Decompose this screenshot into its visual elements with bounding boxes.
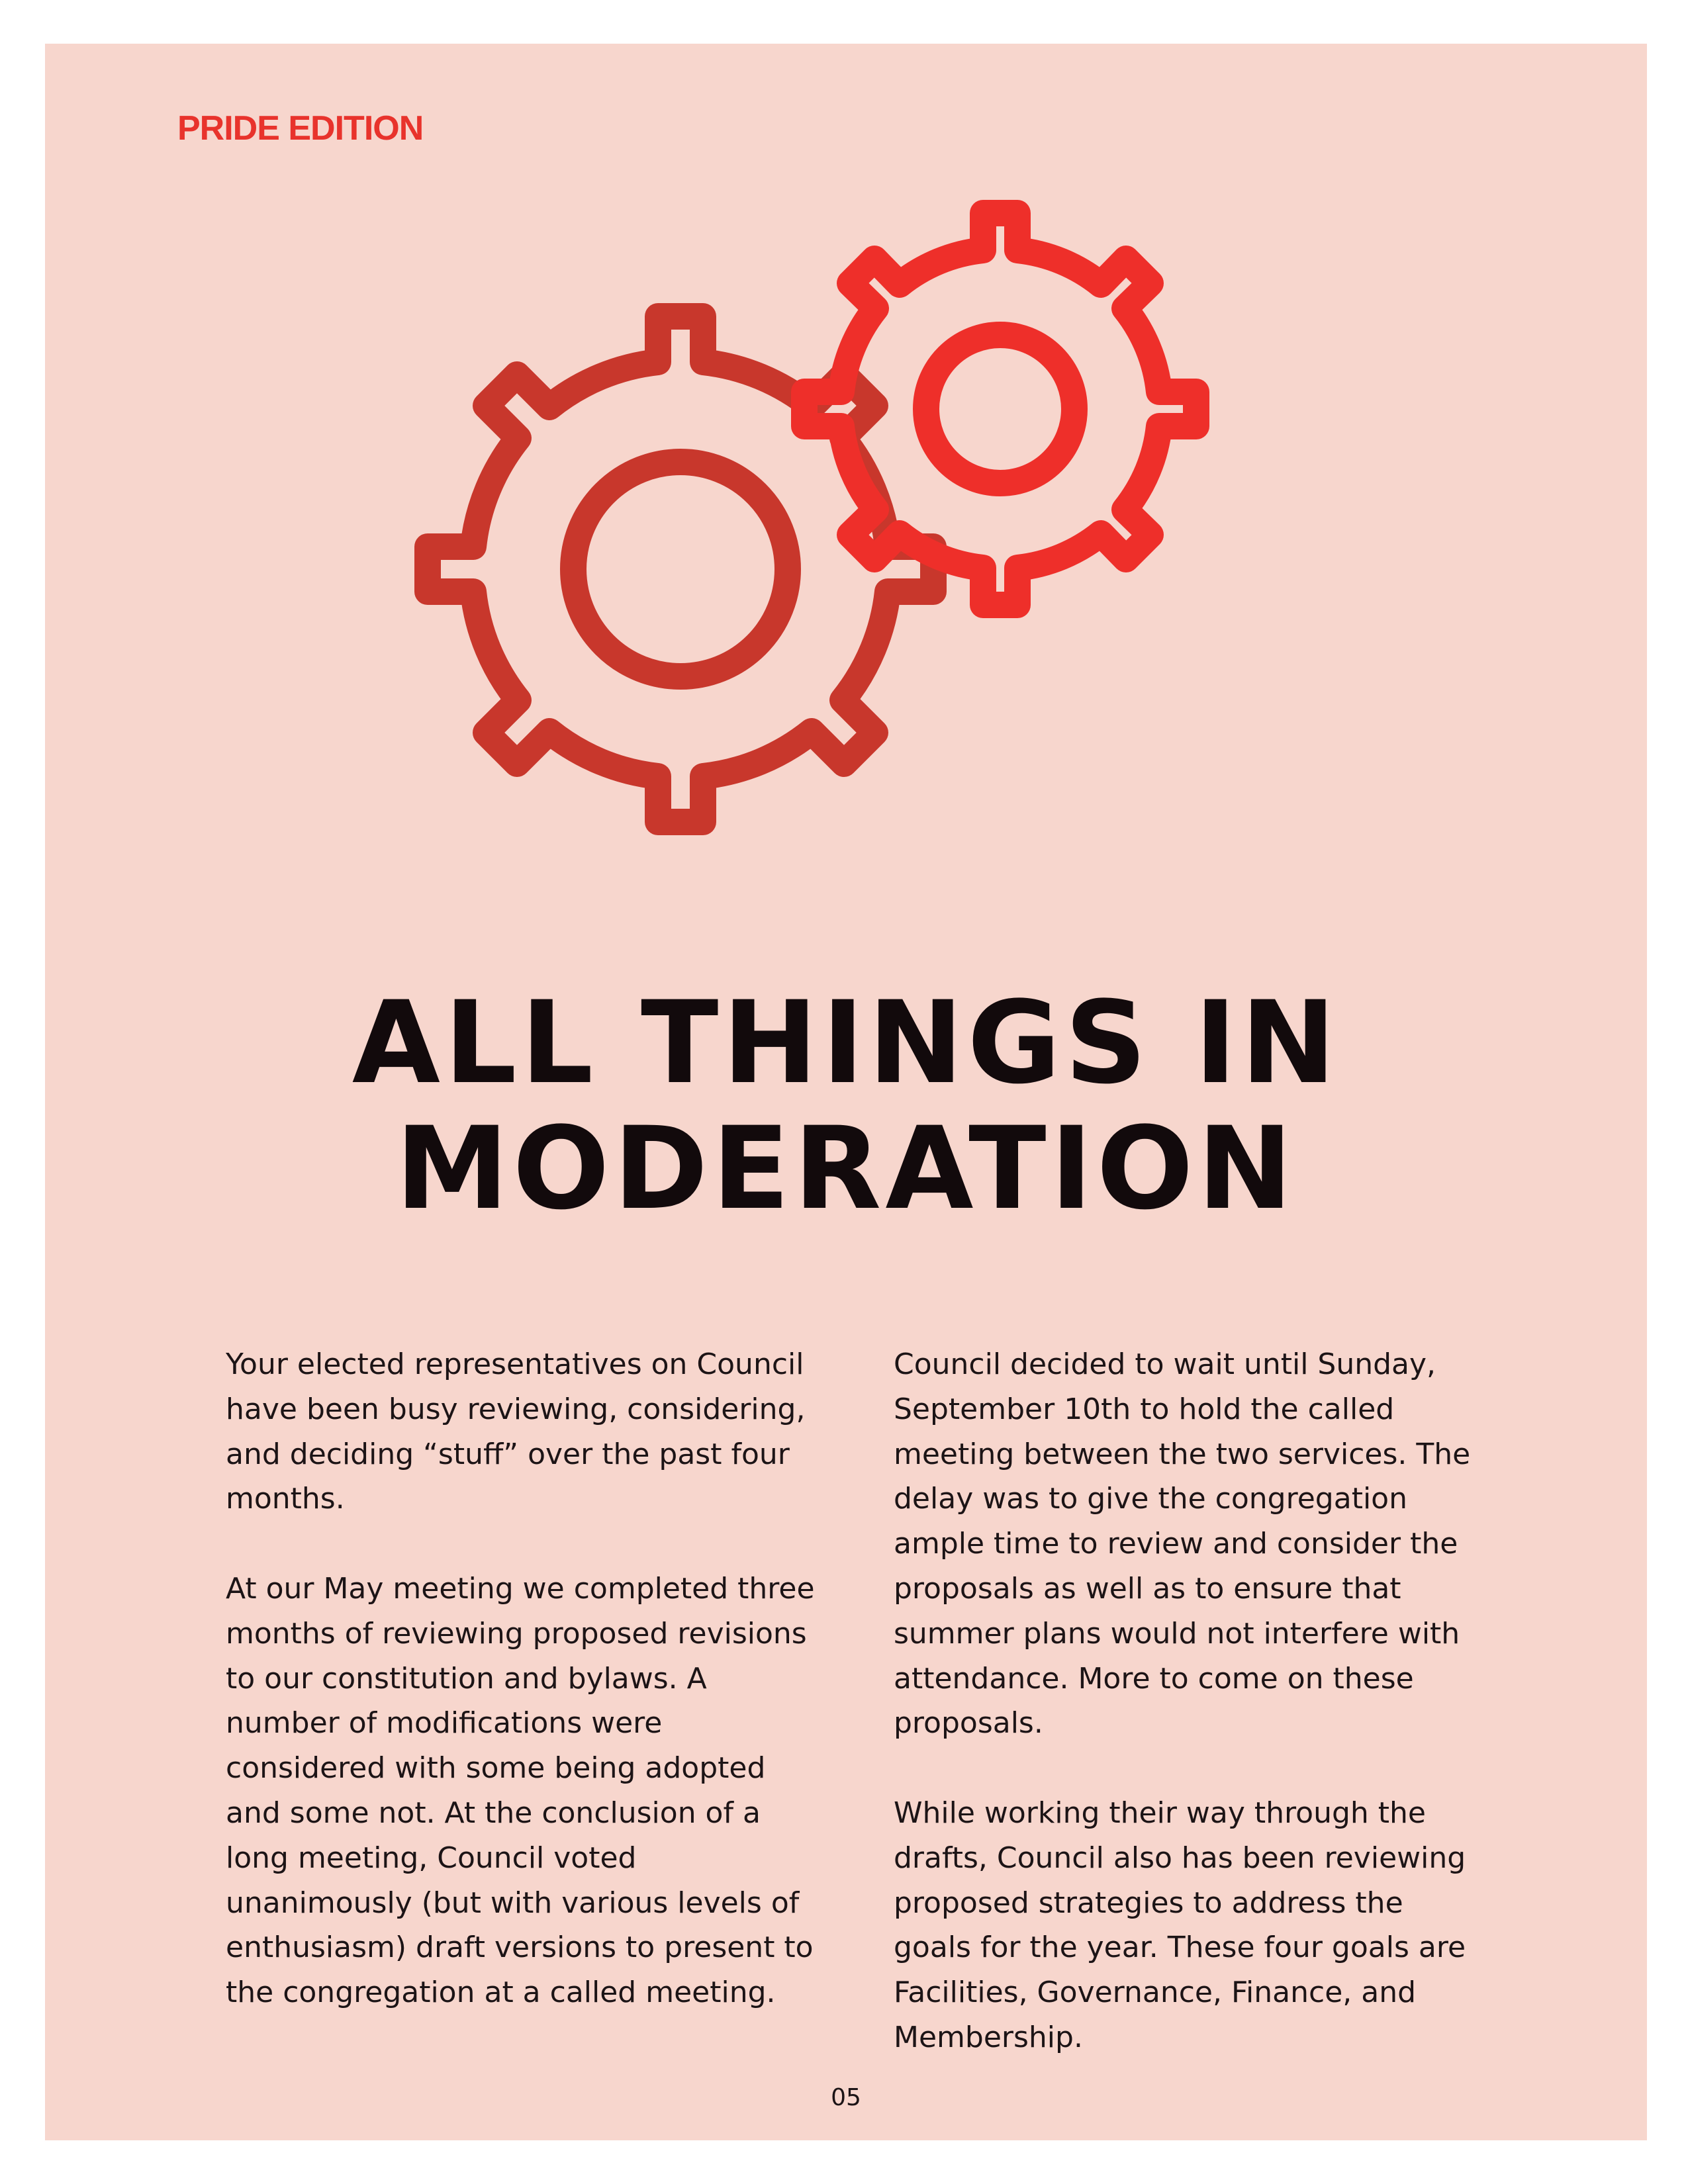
body-paragraph: Your elected representatives on Council have been busy reviewing, considering, and deciding “stuff” over the past four months. — [226, 1347, 806, 1516]
title-line-2: MODERATION — [395, 1102, 1297, 1235]
title-line-1: ALL THINGS IN — [352, 976, 1340, 1109]
page-panel — [45, 44, 1647, 2140]
page-number: 05 — [831, 2084, 861, 2111]
right-column — [894, 1342, 1489, 2105]
gears-illustration — [45, 44, 1647, 970]
body-paragraph: While working their way through the drafts, Council also has been reviewing proposed strategies to address the goals for the year. These four goals are Facilities, Governance, Finance, and Membership. — [894, 1796, 1466, 2054]
article-title — [45, 976, 1647, 1235]
large-gear-icon — [428, 316, 933, 822]
body-paragraph: Council decided to wait until Sunday, September 10th to hold the called meeting between the two services. The delay was to give the congregation ample time to review and consider the proposals as well as to ensure that summer plans would not interfere with attendance. More to come on these proposals. — [894, 1347, 1471, 1741]
edition-label: PRIDE EDITION — [177, 109, 424, 148]
left-column — [226, 1342, 821, 2060]
body-paragraph: At our May meeting we completed three months of reviewing proposed revisions to our constitution and bylaws. A number of modifications were considered with some being adopted and some not. At the conclusion of a long meeting, Council voted unanimously (but with various levels of enthusiasm) draft versions to present to the congregation at a called meeting. — [226, 1571, 815, 2010]
